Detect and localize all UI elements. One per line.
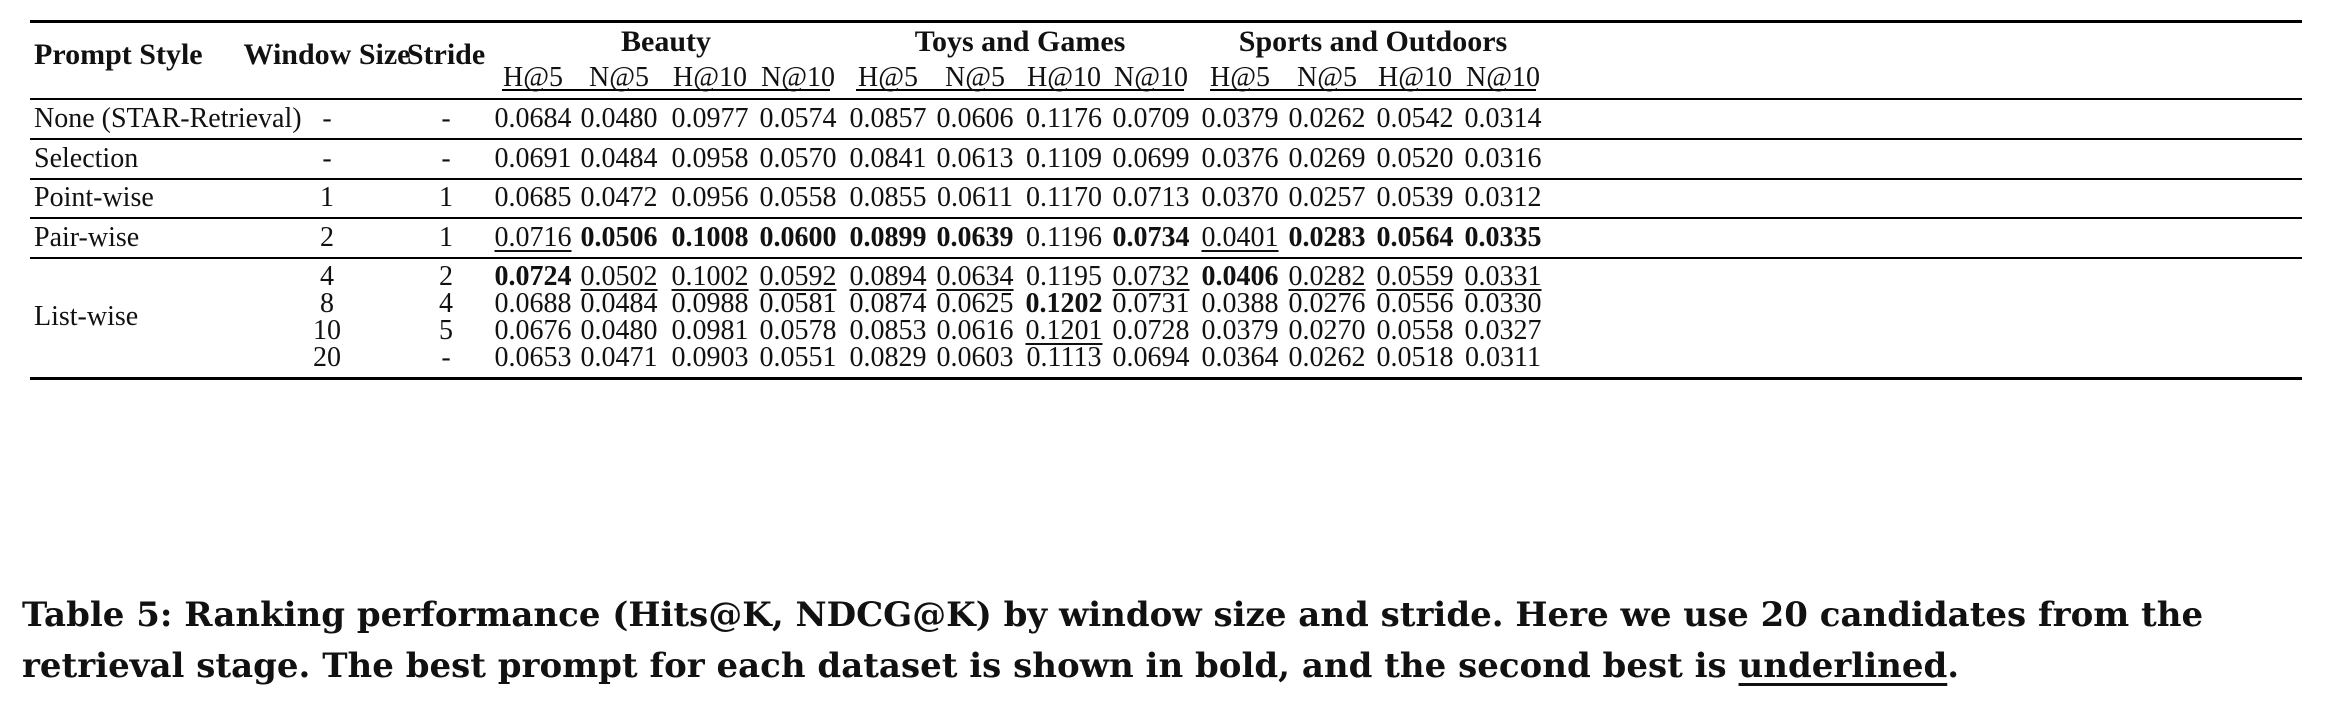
table-cell: 0.0314 <box>1464 103 1542 134</box>
table-cell: 0.0592 <box>759 261 837 292</box>
row-stride: - <box>441 143 451 174</box>
table-cell: 0.0542 <box>1376 103 1454 134</box>
listwise-stride: 5 <box>439 315 453 346</box>
table-cell: 0.0406 <box>1201 261 1279 292</box>
row-stride: 1 <box>439 222 453 253</box>
table-cell: 0.1113 <box>1026 342 1102 373</box>
table-cell: 0.0616 <box>936 315 1014 346</box>
header-metric: H@10 <box>672 62 748 93</box>
caption-underlined-word: underlined <box>1738 646 1948 686</box>
table-cell: 0.0894 <box>849 261 927 292</box>
table-cell: 0.0520 <box>1376 143 1454 174</box>
table-cell: 0.0841 <box>849 143 927 174</box>
table-cell: 0.0829 <box>849 342 927 373</box>
table-cell: 0.0685 <box>494 182 572 213</box>
row-style-listwise: List-wise <box>34 301 139 332</box>
table-cell: 0.0899 <box>849 222 927 253</box>
table-cell: 0.1170 <box>1026 182 1102 213</box>
row-window-size: - <box>322 103 332 134</box>
listwise-stride: - <box>441 342 451 373</box>
caption-period: . <box>1947 646 1960 686</box>
table-cell: 0.0484 <box>580 143 658 174</box>
table-cell: 0.0502 <box>580 261 658 292</box>
table-cell: 0.0471 <box>580 342 658 373</box>
table-cell: 0.0694 <box>1112 342 1190 373</box>
row-stride: - <box>441 103 451 134</box>
row-window-size: 2 <box>320 222 334 253</box>
header-prompt-style: Prompt Style <box>34 38 203 71</box>
table-cell: 0.0480 <box>580 315 658 346</box>
table-cell: 0.0634 <box>936 261 1014 292</box>
table-cell: 0.0283 <box>1288 222 1366 253</box>
table-cell: 0.0713 <box>1112 182 1190 213</box>
table-cell: 0.0903 <box>671 342 749 373</box>
table-cell: 0.0327 <box>1464 315 1542 346</box>
table-cell: 0.0551 <box>759 342 837 373</box>
table-cell: 0.1202 <box>1025 288 1103 319</box>
table-cell: 0.0570 <box>759 143 837 174</box>
table-cell: 0.0988 <box>671 288 749 319</box>
table-cell: 0.0958 <box>671 143 749 174</box>
table-cell: 0.0653 <box>494 342 572 373</box>
listwise-window-size: 20 <box>313 342 341 373</box>
table-cell: 0.0335 <box>1464 222 1542 253</box>
header-metric: N@10 <box>1113 62 1189 93</box>
table-cell: 0.0270 <box>1288 315 1366 346</box>
table-cell: 0.0262 <box>1288 342 1366 373</box>
table-cell: 0.0370 <box>1201 182 1279 213</box>
table-cell: 0.0556 <box>1376 288 1454 319</box>
header-metric: N@5 <box>588 62 650 93</box>
header-metric: N@5 <box>1296 62 1358 93</box>
table-cell: 0.0262 <box>1288 103 1366 134</box>
table-cell: 0.1176 <box>1026 103 1102 134</box>
table-cell: 0.0388 <box>1201 288 1279 319</box>
table-cell: 0.0282 <box>1288 261 1366 292</box>
table-cell: 0.0558 <box>1376 315 1454 346</box>
table-cell: 0.1201 <box>1025 315 1103 346</box>
table-cell: 0.1002 <box>671 261 749 292</box>
top-rule <box>30 20 2302 23</box>
row-prompt-style: Selection <box>34 143 139 174</box>
table-cell: 0.0625 <box>936 288 1014 319</box>
table-cell: 0.1196 <box>1026 222 1102 253</box>
header-group-beauty: Beauty <box>621 25 711 58</box>
table-cell: 0.0728 <box>1112 315 1190 346</box>
header-metric: H@10 <box>1377 62 1453 93</box>
table-cell: 0.1008 <box>671 222 749 253</box>
header-metric: H@5 <box>857 62 919 93</box>
table-cell: 0.0611 <box>937 182 1013 213</box>
table-cell: 0.0331 <box>1464 261 1542 292</box>
table-cell: 0.0472 <box>580 182 658 213</box>
table-cell: 0.0688 <box>494 288 572 319</box>
listwise-window-size: 10 <box>313 315 341 346</box>
table-cell: 0.0574 <box>759 103 837 134</box>
table-cell: 0.0316 <box>1464 143 1542 174</box>
table-caption <box>22 590 2312 692</box>
table-cell: 0.0559 <box>1376 261 1454 292</box>
caption-text: Table 5: Ranking performance (Hits@K, NDCG@K) by window size and stride. Here we use 20 candidates from the retrieval stage. The best prompt for each dataset is shown in bold, and the second best is <box>22 595 2204 686</box>
header-metric: N@10 <box>760 62 836 93</box>
table-cell: 0.0276 <box>1288 288 1366 319</box>
table-cell: 0.0518 <box>1376 342 1454 373</box>
header-metric: N@10 <box>1465 62 1541 93</box>
table-cell: 0.0606 <box>936 103 1014 134</box>
row-window-size: 1 <box>320 182 334 213</box>
header-metric: H@10 <box>1026 62 1102 93</box>
table-cell: 0.0699 <box>1112 143 1190 174</box>
row-prompt-style: Point-wise <box>34 182 154 213</box>
row-prompt-style: None (STAR-Retrieval) <box>34 103 302 134</box>
table-cell: 0.0639 <box>936 222 1014 253</box>
listwise-stride: 2 <box>439 261 453 292</box>
table-cell: 0.0857 <box>849 103 927 134</box>
table-cell: 0.0734 <box>1112 222 1190 253</box>
table-cell: 0.0724 <box>494 261 572 292</box>
table-cell: 0.0506 <box>580 222 658 253</box>
table-cell: 0.0401 <box>1201 222 1279 253</box>
listwise-window-size: 8 <box>320 288 334 319</box>
table-cell: 0.0709 <box>1112 103 1190 134</box>
table-cell: 0.0977 <box>671 103 749 134</box>
table-cell: 0.0311 <box>1465 342 1541 373</box>
table-cell: 0.0603 <box>936 342 1014 373</box>
header-stride: Stride <box>406 38 486 71</box>
table-cell: 0.0312 <box>1464 182 1542 213</box>
table-cell: 0.0257 <box>1288 182 1366 213</box>
header-metric: H@5 <box>1209 62 1271 93</box>
table-cell: 0.1109 <box>1026 143 1102 174</box>
table-cell: 0.0874 <box>849 288 927 319</box>
header-metric: N@5 <box>944 62 1006 93</box>
table-cell: 0.0379 <box>1201 103 1279 134</box>
table-cell: 0.0539 <box>1376 182 1454 213</box>
table-cell: 0.0731 <box>1112 288 1190 319</box>
table-cell: 0.0578 <box>759 315 837 346</box>
table-cell: 0.0484 <box>580 288 658 319</box>
table-cell: 0.0376 <box>1201 143 1279 174</box>
row-window-size: - <box>322 143 332 174</box>
table-cell: 0.0330 <box>1464 288 1542 319</box>
table-cell: 0.0981 <box>671 315 749 346</box>
table-cell: 0.0364 <box>1201 342 1279 373</box>
table-cell: 0.0716 <box>494 222 572 253</box>
listwise-window-size: 4 <box>320 261 334 292</box>
header-metric: H@5 <box>502 62 564 93</box>
listwise-stride: 4 <box>439 288 453 319</box>
table-cell: 0.0732 <box>1112 261 1190 292</box>
header-group-sports: Sports and Outdoors <box>1238 25 1508 58</box>
table-cell: 0.0269 <box>1288 143 1366 174</box>
table-cell: 0.0480 <box>580 103 658 134</box>
table-cell: 0.0379 <box>1201 315 1279 346</box>
table-cell: 0.1195 <box>1026 261 1102 292</box>
table-cell: 0.0853 <box>849 315 927 346</box>
table-cell: 0.0581 <box>759 288 837 319</box>
table-cell: 0.0558 <box>759 182 837 213</box>
table-cell: 0.0691 <box>494 143 572 174</box>
header-window-size: Window Size <box>243 38 411 71</box>
header-group-toys: Toys and Games <box>914 25 1126 58</box>
table-cell: 0.0564 <box>1376 222 1454 253</box>
table-cell: 0.0684 <box>494 103 572 134</box>
table-cell: 0.0855 <box>849 182 927 213</box>
table-cell: 0.0600 <box>759 222 837 253</box>
table-cell: 0.0613 <box>936 143 1014 174</box>
row-stride: 1 <box>439 182 453 213</box>
table-cell: 0.0956 <box>671 182 749 213</box>
table-cell: 0.0676 <box>494 315 572 346</box>
results-table <box>30 0 2302 570</box>
row-prompt-style: Pair-wise <box>34 222 140 253</box>
